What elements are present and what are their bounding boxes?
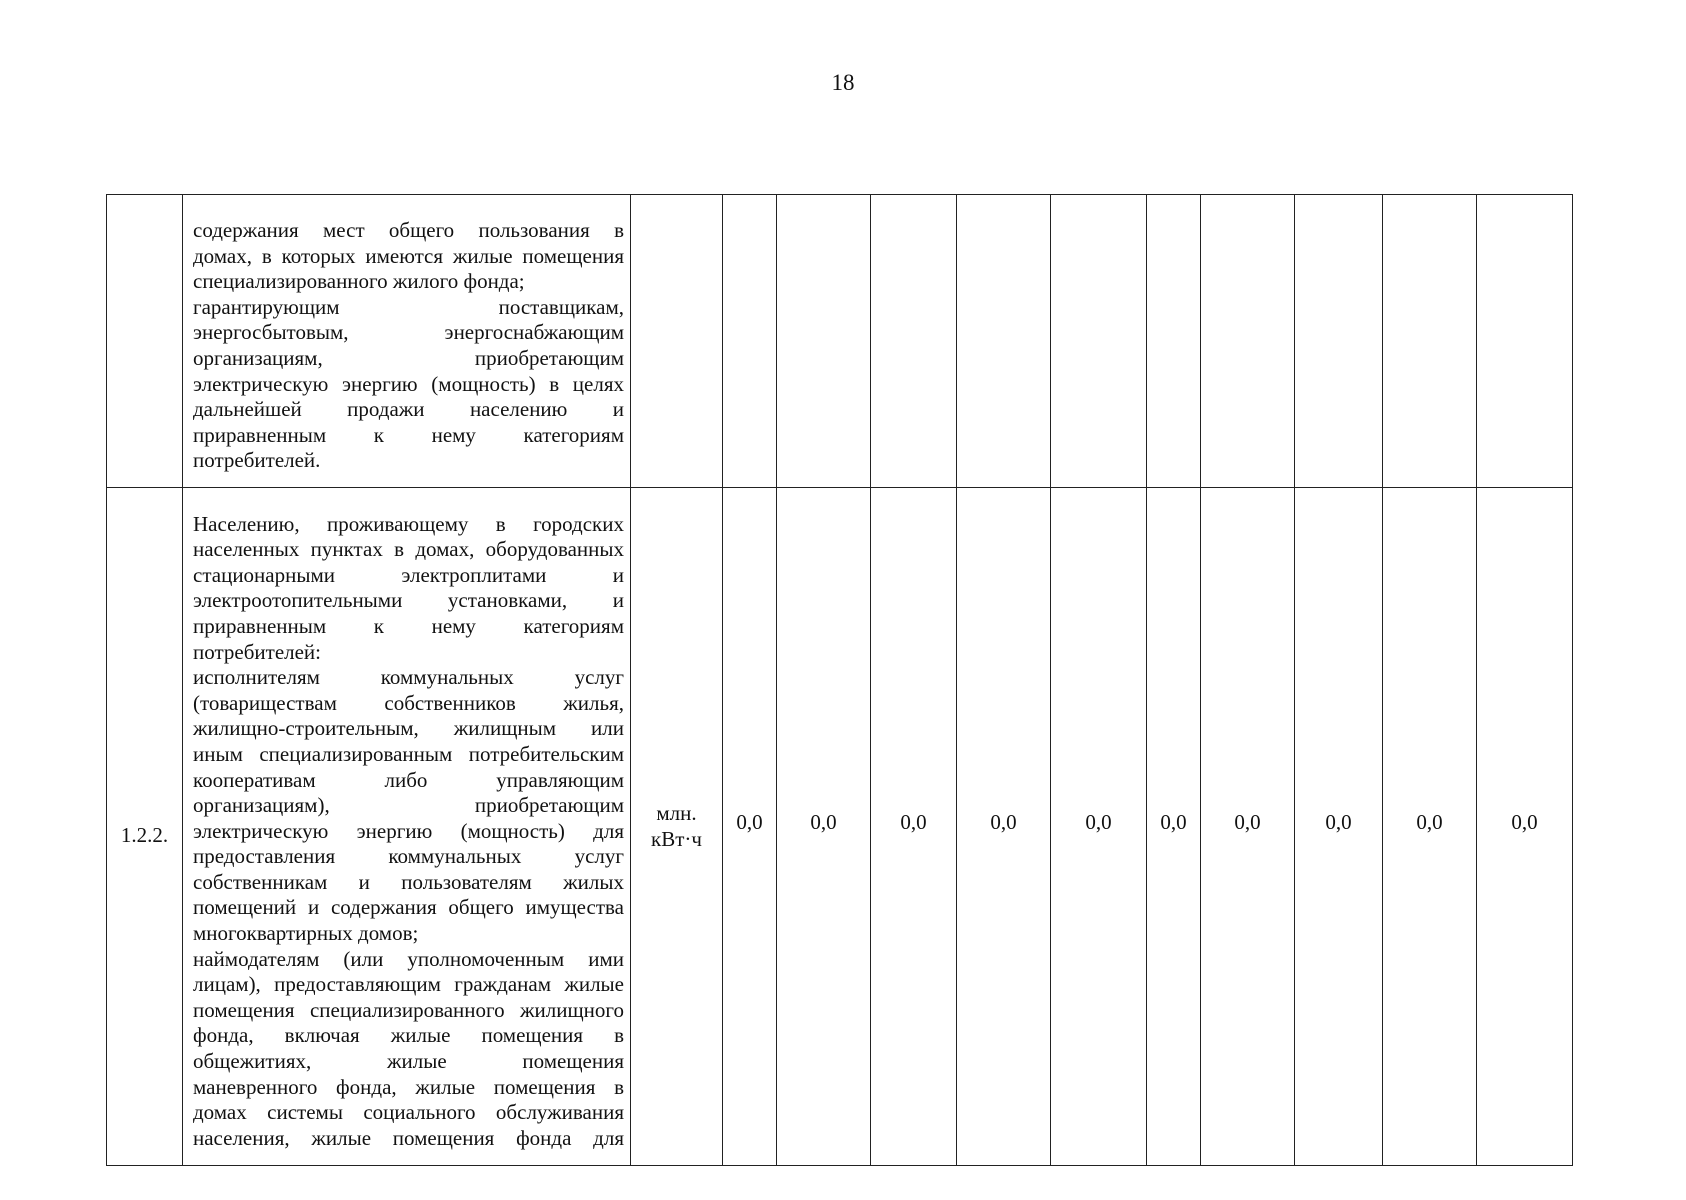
description-line: кооперативам либо управляющим [193, 767, 624, 792]
description-line: домах системы социального обслуживания [193, 1100, 624, 1125]
description-line: жилищно-строительным, жилищным или [193, 716, 624, 741]
description-line: специализированного жилого фонда; [193, 269, 525, 294]
value-cell: 0,0 [1477, 488, 1573, 1166]
description-line: (товариществам собственников жилья, [193, 690, 624, 715]
value-cell [1295, 195, 1383, 488]
unit-line: кВт·ч [651, 826, 702, 851]
description-line: населенных пунктах в домах, оборудованных [193, 537, 624, 562]
row-number [107, 195, 183, 488]
description-line: приравненным к нему категориям [193, 613, 624, 638]
description-line: собственникам и пользователям жилых [193, 869, 624, 894]
row-description [183, 488, 631, 1166]
description-line: дальнейшей продажи населению и [193, 397, 624, 422]
value-cell [957, 195, 1051, 488]
value-cell: 0,0 [871, 488, 957, 1166]
page-number: 18 [831, 70, 855, 95]
table-row [107, 195, 1573, 488]
value-cell [871, 195, 957, 488]
value-cell: 0,0 [1383, 488, 1477, 1166]
value-cell: 0,0 [957, 488, 1051, 1166]
description-line: приравненным к нему категориям [193, 422, 624, 447]
value-cell: 0,0 [723, 488, 777, 1166]
value-cell: 0,0 [1147, 488, 1201, 1166]
unit-cell [631, 195, 723, 488]
description-line: домах, в которых имеются жилые помещения [193, 243, 624, 268]
value-cell: 0,0 [777, 488, 871, 1166]
description-line: наймодателям (или уполномоченным ими [193, 946, 624, 971]
description-line: фонда, включая жилые помещения в [193, 1023, 624, 1048]
value-cell: 0,0 [1201, 488, 1295, 1166]
value-cell: 0,0 [1051, 488, 1147, 1166]
description-line: населения, жилые помещения фонда для [193, 1125, 624, 1150]
table-row [107, 488, 1573, 1166]
description-line: многоквартирных домов; [193, 921, 419, 946]
description-line: содержания мест общего пользования в [193, 218, 624, 243]
description-line: гарантирующим поставщикам, [193, 294, 624, 319]
value-cell [777, 195, 871, 488]
row-description [183, 195, 631, 488]
unit-line: млн. [656, 800, 697, 825]
description-line: стационарными электроплитами и [193, 562, 624, 587]
description-line: лицам), предоставляющим гражданам жилые [193, 972, 624, 997]
unit-cell [631, 488, 723, 1166]
description-line: исполнителям коммунальных услуг [193, 665, 624, 690]
description-line: маневренного фонда, жилые помещения в [193, 1074, 624, 1099]
value-cell [723, 195, 777, 488]
value-cell: 0,0 [1295, 488, 1383, 1166]
description-line: Населению, проживающему в городских [193, 511, 624, 536]
description-line: электрическую энергию (мощность) для [193, 818, 624, 843]
description-line: общежитиях, жилые помещения [193, 1049, 624, 1074]
value-cell [1051, 195, 1147, 488]
data-table [106, 194, 1573, 1166]
row-number: 1.2.2. [107, 488, 183, 1166]
description-line: потребителей: [193, 639, 322, 664]
description-line: электрическую энергию (мощность) в целях [193, 371, 624, 396]
value-cell [1147, 195, 1201, 488]
description-line: электроотопительными установками, и [193, 588, 624, 613]
description-line: предоставления коммунальных услуг [193, 844, 624, 869]
value-cell [1477, 195, 1573, 488]
description-line: потребителей. [193, 448, 321, 473]
description-line: энергосбытовым, энергоснабжающим [193, 320, 624, 345]
description-line: организациям), приобретающим [193, 793, 624, 818]
value-cell [1383, 195, 1477, 488]
value-cell [1201, 195, 1295, 488]
description-line: помещений и содержания общего имущества [193, 895, 624, 920]
description-line: иным специализированным потребительским [193, 741, 624, 766]
description-line: организациям, приобретающим [193, 346, 624, 370]
description-line: помещения специализированного жилищного [193, 997, 624, 1022]
